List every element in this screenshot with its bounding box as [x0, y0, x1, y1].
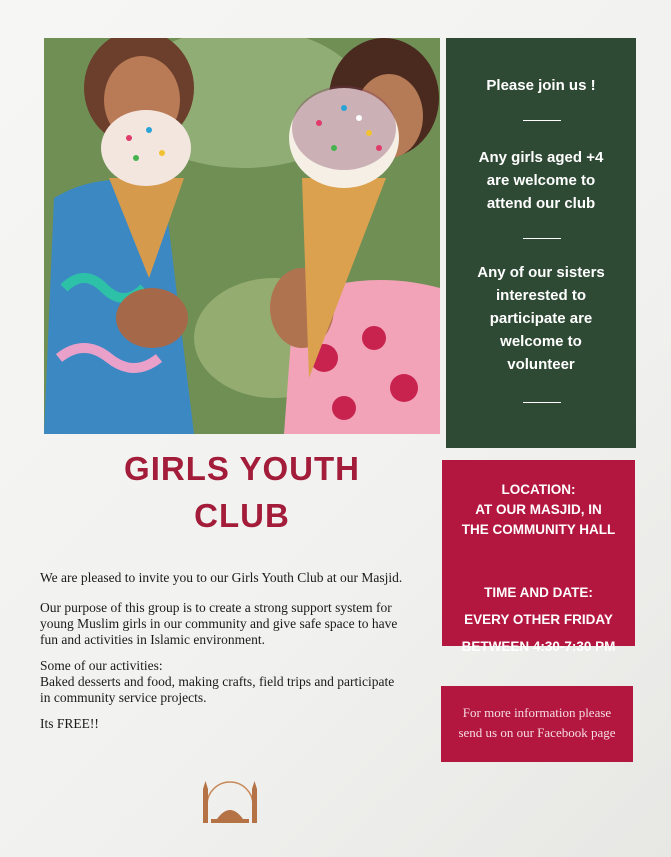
time-label: TIME AND DATE: — [484, 585, 593, 600]
join-line: Any girls aged +4 — [478, 149, 604, 166]
activities-paragraph — [40, 658, 430, 706]
more-info-line: For more information please — [462, 705, 612, 720]
divider — [523, 120, 561, 121]
volunteer-line: volunteer — [507, 356, 575, 373]
join-line: attend our club — [486, 195, 596, 212]
ice-cream-photo-illustration — [44, 38, 440, 434]
mosque-logo-graphic — [197, 775, 263, 827]
location-line: THE COMMUNITY HALL — [461, 522, 616, 537]
location-line: AT OUR MASJID, IN — [475, 502, 602, 517]
free-note: Its FREE!! — [40, 716, 99, 731]
club-title-line1: GIRLS YOUTH — [124, 450, 360, 487]
location-time-panel — [442, 460, 635, 654]
invite-paragraph: We are pleased to invite you to our Girls Youth Club at our Masjid. — [40, 570, 403, 585]
join-us-heading: Please join us ! — [486, 77, 596, 94]
more-info-text — [445, 703, 629, 743]
purpose-line: fun and activities in Islamic environment. — [40, 632, 265, 647]
time-block — [448, 583, 629, 657]
location-label: LOCATION: — [501, 482, 576, 497]
volunteer-line: participate are — [489, 310, 593, 327]
divider — [523, 402, 561, 403]
purpose-paragraph — [40, 600, 430, 648]
mosque-logo-icon — [197, 775, 263, 827]
join-us-panel — [446, 38, 636, 448]
volunteer-text — [456, 261, 626, 376]
divider — [523, 238, 561, 239]
volunteer-line: Any of our sisters — [477, 264, 605, 281]
activities-line: in community service projects. — [40, 690, 207, 705]
ice-cream-photo — [44, 38, 440, 434]
time-line: BETWEEN 4:30-7:30 PM — [461, 639, 616, 654]
location-block — [448, 480, 629, 540]
purpose-line: Our purpose of this group is to create a strong support system for — [40, 600, 392, 615]
activities-line: Baked desserts and food, making crafts, field trips and participate — [40, 674, 395, 689]
club-title-line2: CLUB — [194, 497, 290, 534]
volunteer-line: interested to — [495, 287, 586, 304]
purpose-line: young Muslim girls in our community and give safe space to have — [40, 616, 398, 631]
more-info-line: send us on our Facebook page — [458, 725, 616, 740]
join-line: are welcome to — [486, 172, 596, 189]
join-age-text — [456, 146, 626, 215]
volunteer-line: welcome to — [500, 333, 582, 350]
more-info-panel — [441, 686, 633, 762]
activities-line: Some of our activities: — [40, 658, 163, 673]
time-line: EVERY OTHER FRIDAY — [464, 612, 613, 627]
